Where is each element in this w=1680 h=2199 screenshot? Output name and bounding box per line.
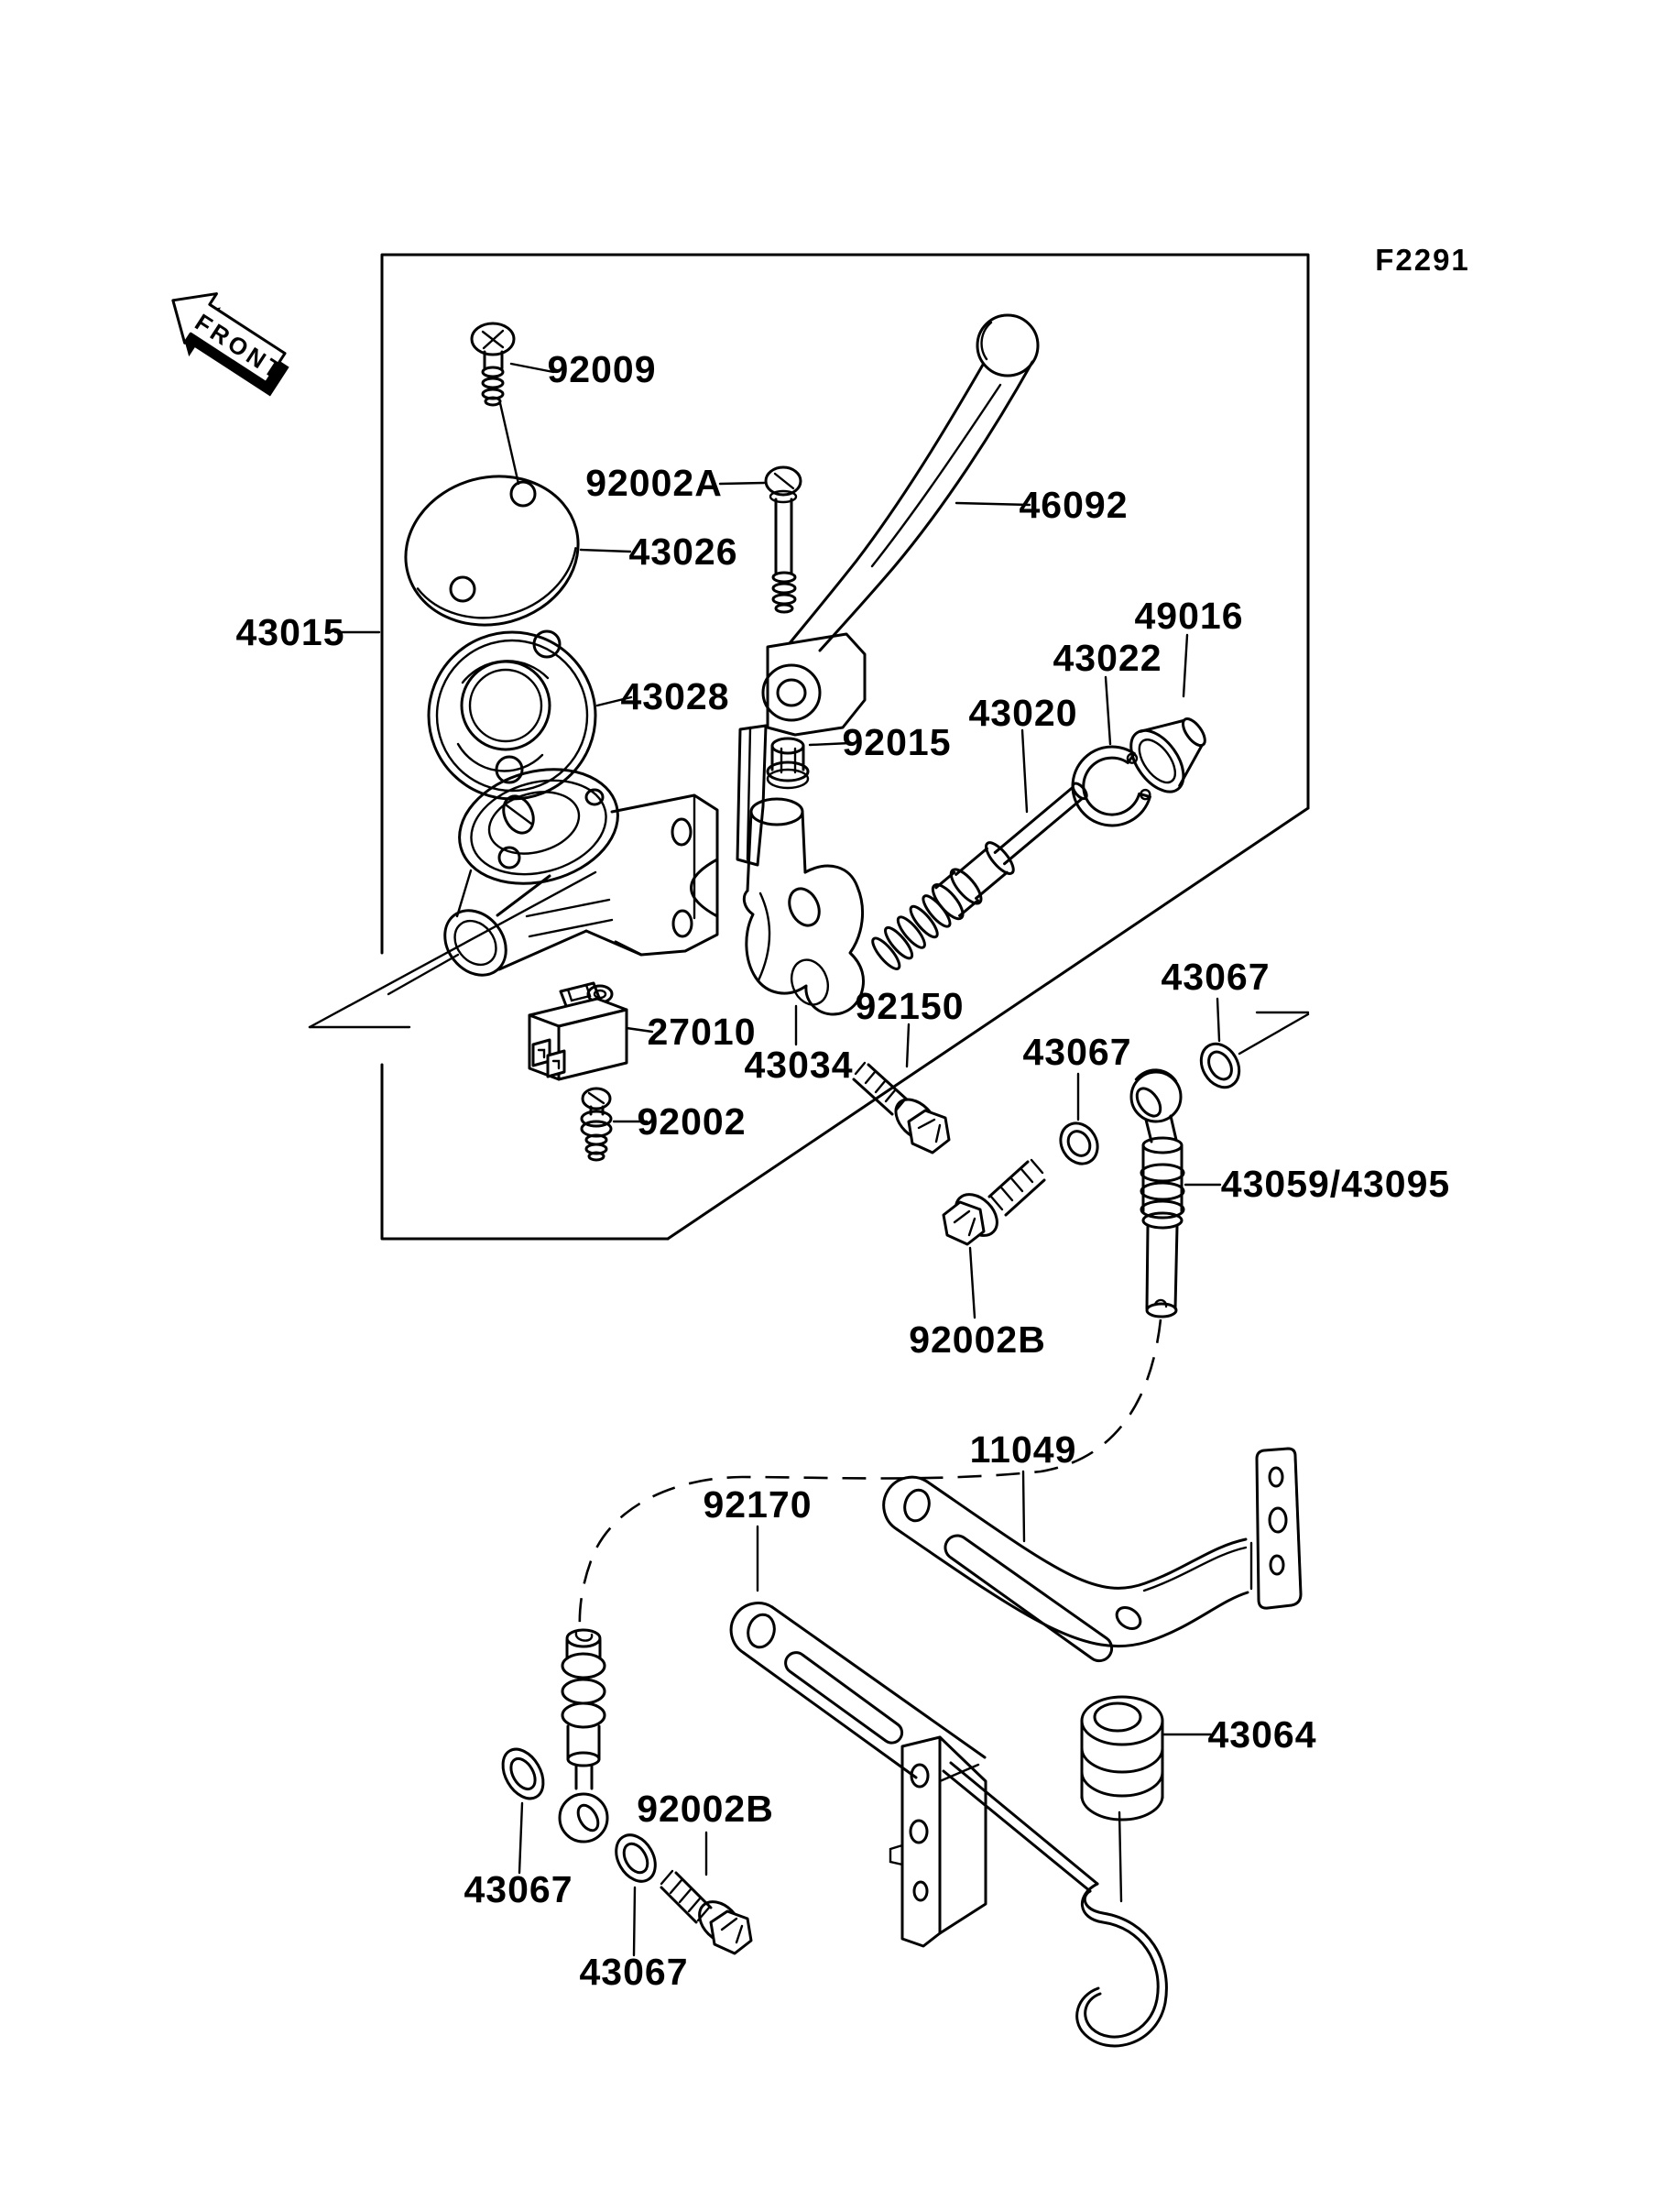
part-drawing-dust-cover-49016: [1120, 701, 1221, 801]
part-label-43064: 43064: [1207, 1713, 1317, 1756]
part-drawing-washer-43067-upper-right: [1194, 1037, 1247, 1094]
cap-screw-hole: [511, 482, 535, 506]
part-label-43026: 43026: [628, 531, 738, 573]
part-drawing-piston-assembly-43020: [867, 771, 1096, 973]
part-drawing-diaphragm-43028: [429, 631, 595, 799]
part-drawing-hose-lower-fitting: [560, 1630, 607, 1842]
part-label-92002A: 92002A: [585, 462, 723, 504]
part-label-92002B-lower: 92002B: [637, 1788, 774, 1830]
part-label-43067-lower-mid: 43067: [579, 1951, 689, 1993]
part-label-92009: 92009: [547, 348, 657, 390]
part-drawing-bracket-11049: [884, 1449, 1301, 1661]
part-label-11049: 11049: [969, 1428, 1077, 1471]
screw-insert-line: [500, 403, 518, 484]
part-label-43067-middle: 43067: [1022, 1031, 1132, 1073]
part-label-46092: 46092: [1019, 484, 1129, 526]
part-drawing-washer-43067-lower-left: [495, 1742, 551, 1805]
cap-hole-2: [451, 577, 475, 601]
diagram-code: F2291: [1375, 243, 1470, 277]
part-label-92015: 92015: [842, 721, 952, 763]
part-drawing-brake-switch-27010: [529, 983, 627, 1079]
part-label-92002B-upper: 92002B: [909, 1318, 1046, 1361]
part-label-92170: 92170: [703, 1483, 813, 1526]
part-label-43022: 43022: [1053, 637, 1162, 679]
part-label-92002: 92002: [637, 1100, 747, 1143]
left-break-arm2: [388, 955, 458, 994]
part-drawing-washer-43067-lower-mid: [608, 1828, 663, 1888]
front-arrow-text: FRONT: [190, 308, 289, 387]
part-label-43067-lower-left: 43067: [464, 1868, 573, 1910]
part-drawing-banjo-bolt-92002B-upper: [944, 1160, 1044, 1244]
part-drawing-master-cylinder-body-43015: [432, 752, 717, 987]
part-drawing-clamp-bolt-92150: [854, 1063, 949, 1153]
part-label-92150: 92150: [855, 985, 965, 1027]
part-drawing-switch-screw-92002: [582, 1089, 611, 1160]
part-label-43067-upper-right: 43067: [1161, 956, 1271, 998]
part-drawing-lever-nut-92015: [768, 738, 808, 788]
part-label-43028: 43028: [620, 675, 730, 717]
part-drawing-banjo-bolt-92002B-lower: [661, 1871, 751, 1953]
front-direction-arrow: [152, 276, 301, 406]
part-drawing-washer-43067-middle: [1053, 1117, 1105, 1171]
part-drawing-reservoir-cap-43026: [389, 457, 595, 644]
part-drawing-brake-lever-46092: [737, 315, 1038, 865]
part-label-27010: 27010: [647, 1011, 757, 1053]
part-label-43034: 43034: [744, 1044, 854, 1086]
left-break-arm: [310, 872, 595, 1027]
part-label-43059-43095: 43059/43095: [1220, 1163, 1451, 1205]
right-break-arm: [1239, 1014, 1308, 1054]
hose-routing-dashed-line: [580, 1319, 1161, 1629]
part-drawing-pivot-bolt-92002A: [766, 467, 801, 612]
part-label-49016: 49016: [1134, 595, 1244, 637]
part-drawing-circlip-43022: [1062, 738, 1157, 837]
part-label-43015: 43015: [235, 611, 345, 653]
part-drawing-reservoir-cap-screw-92009: [472, 323, 518, 484]
part-label-43020: 43020: [968, 692, 1078, 734]
part-drawing-brake-hose-43059-43095: [580, 1070, 1184, 1629]
